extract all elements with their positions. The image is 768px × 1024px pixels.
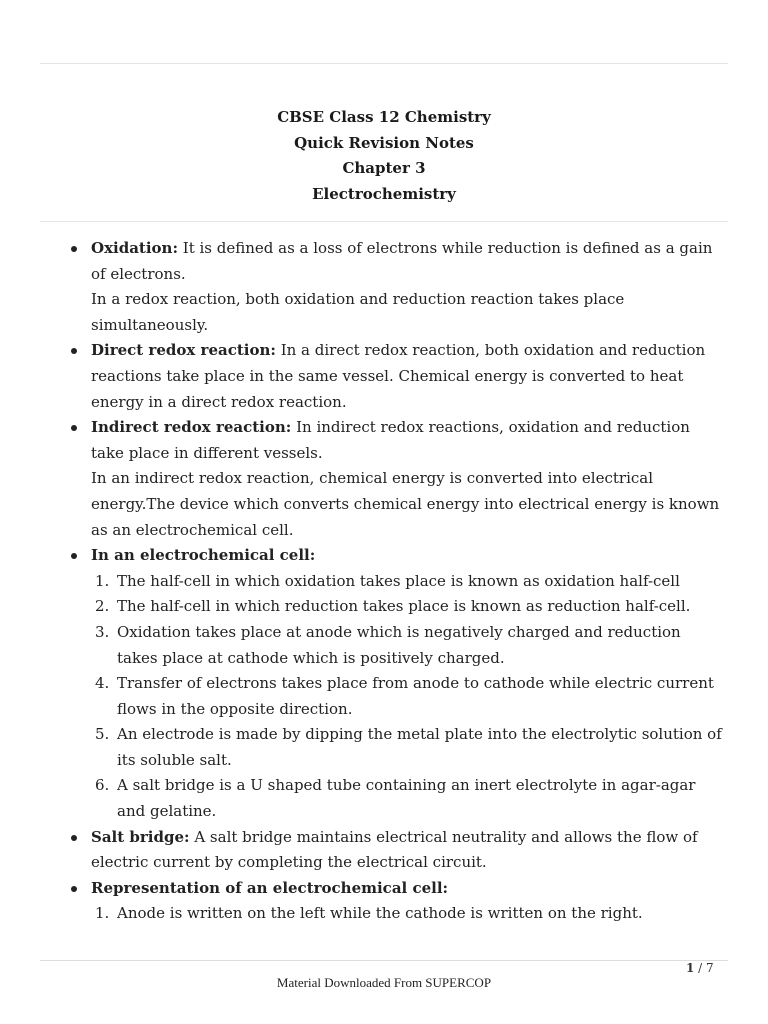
bullet-term: Oxidation: [91,239,178,257]
current-page: 1 [686,961,695,975]
list-text: An electrode is made by dipping the metal plate into the electrolytic solution of its soluble salt. [117,725,722,769]
bullet-text: A salt bridge maintains electrical neutrality and allows the flow of electric current by completing the electrical circuit. [91,827,698,872]
bullet-text: In indirect redox reactions, oxidation and reduction take place in different vessels. [91,418,690,462]
bullet-text: In a direct redox reaction, both oxidation and reduction reactions take place in the same vessel. Chemical energy is converted to heat energy in a direct redox reaction. [91,341,706,411]
bullet-term: In an electrochemical cell: [91,546,316,565]
footer-divider [40,960,728,961]
bullet-salt-bridge [91,825,723,876]
list-text: Transfer of electrons takes place from anode to cathode while electric current flows in the opposite direction. [117,674,714,718]
title-line-1: CBSE Class 12 Chemistry [277,108,491,126]
list-number: 1. [95,904,110,923]
electrochemical-cell-list [91,569,723,825]
bullet-text: It is defined as a loss of electrons while reduction is defined as a gain of electrons. [91,239,713,283]
page-indicator [686,961,714,975]
bullet-extra-paragraph: In an indirect redox reaction, chemical energy is converted into electrical energy.The device which converts chemical energy into electrical energy is known as an electrochemical cell. [91,469,720,539]
page-separator: / [694,961,707,975]
bullet-term: Representation of an electrochemical cell: [91,878,449,897]
list-number: 3. [95,622,110,641]
bullet-representation [91,876,723,902]
notes-content [91,236,723,927]
list-item [91,594,723,620]
representation-list [91,901,723,927]
list-text: The half-cell in which reduction takes place is known as reduction half-cell. [117,597,691,616]
list-text: A salt bridge is a U shaped tube containing an inert electrolyte in agar-agar and gelatine. [117,776,696,821]
bullet-term: Indirect redox reaction: [91,418,292,437]
list-number: 6. [95,776,110,795]
bullet-term: Salt bridge: [91,827,190,846]
top-divider [40,63,728,64]
list-text: Oxidation takes place at anode which is negatively charged and reduction takes place at cathode which is positively charged. [117,622,681,667]
footer-text: Material Downloaded From SUPERCOP [276,975,492,990]
list-number: 5. [95,725,110,744]
bullet-oxidation [91,236,723,338]
bullet-indirect-redox [91,415,723,543]
bullet-extra-paragraph: In a redox reaction, both oxidation and reduction reaction takes place simultaneously. [91,290,625,334]
list-item [91,901,723,927]
list-number: 2. [95,597,110,616]
total-pages: 7 [706,961,714,975]
header-divider [40,221,728,222]
document-title [0,105,768,207]
list-number: 4. [95,674,110,693]
title-line-4: Electrochemistry [312,184,456,203]
list-item [91,569,723,595]
bullet-electrochemical-cell [91,543,723,569]
list-text: The half-cell in which oxidation takes place is known as oxidation half-cell [117,571,680,590]
bullet-direct-redox [91,338,723,415]
list-text: Anode is written on the left while the cathode is written on the right. [117,904,643,923]
list-number: 1. [95,571,110,590]
title-line-2: Quick Revision Notes [294,133,474,152]
bullet-term: Direct redox reaction: [91,341,276,360]
title-line-3: Chapter 3 [342,159,426,177]
list-item [91,722,723,773]
list-item [91,620,723,671]
list-item [91,671,723,722]
list-item [91,773,723,824]
